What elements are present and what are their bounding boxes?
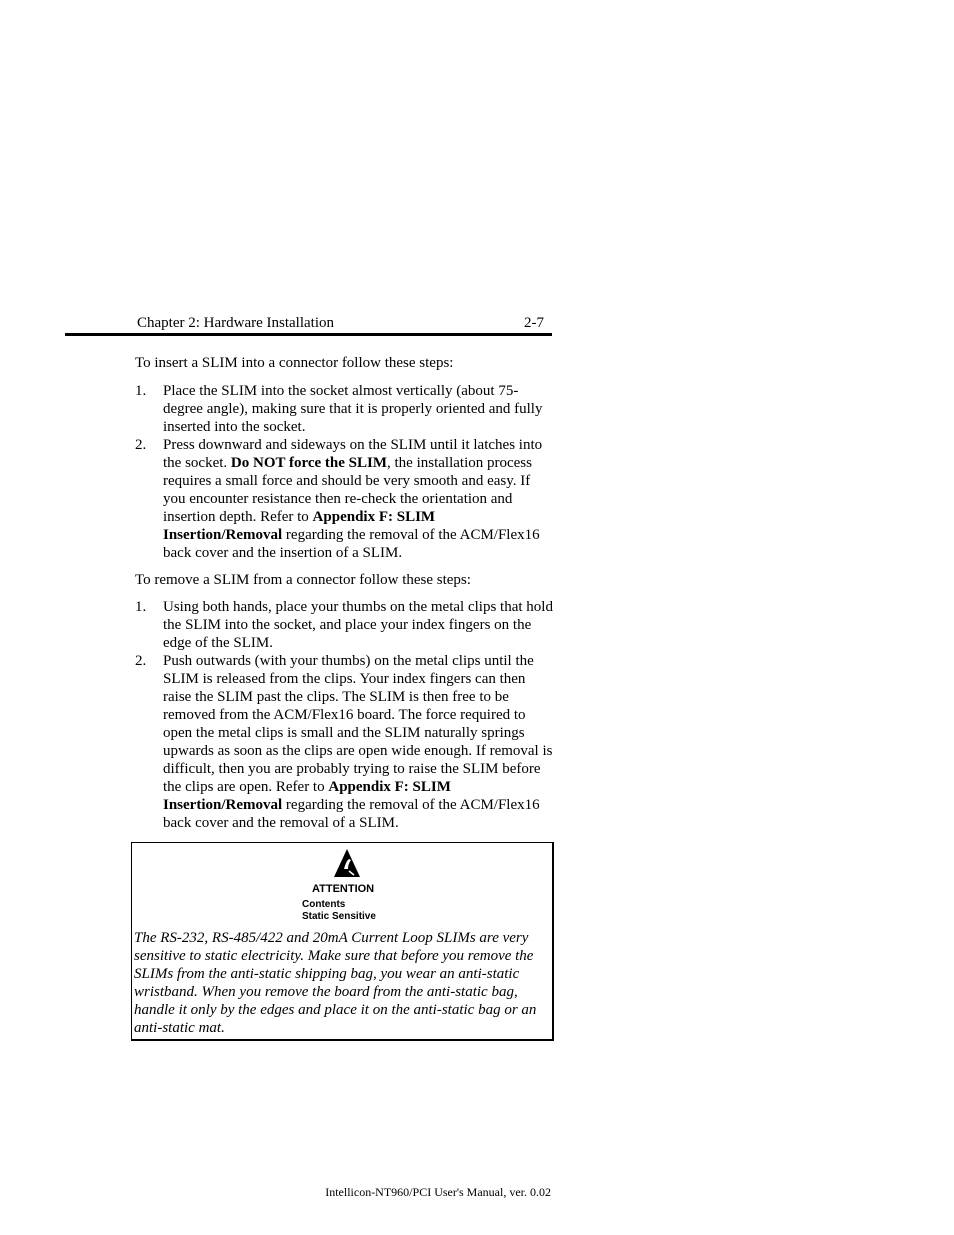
attention-box xyxy=(131,842,554,1041)
header-rule xyxy=(65,333,552,336)
step-number: 2. xyxy=(135,437,147,453)
remove-intro: To remove a SLIM from a connector follow these steps: xyxy=(135,572,471,588)
attention-label: ATTENTION xyxy=(312,883,375,895)
chapter-title: Chapter 2: Hardware Installation xyxy=(137,315,335,331)
emphasis-warning: Do NOT force the SLIM xyxy=(230,455,388,471)
insert-intro: To insert a SLIM into a connector follow these steps: xyxy=(135,355,454,371)
list-item xyxy=(135,598,555,652)
insert-steps-list xyxy=(135,382,555,562)
step-text: Press downward and sideways on the SLIM until it latches into the socket. Do NOT force the SLIM, the installation process requires a small force and should be very smooth and easy. If you encounter resistance then re-check the orientation and insertion depth. Refer to Appendix F: SLIM Insertion/Removal regarding the removal of the ACM/Flex16 back cover and the insertion of a SLIM. xyxy=(163,437,543,561)
step-number: 2. xyxy=(135,653,147,669)
list-item xyxy=(135,382,555,436)
attention-static-sensitive: Static Sensitive xyxy=(302,911,376,922)
page-footer: Intellicon-NT960/PCI User's Manual, ver. 0.02 xyxy=(325,1185,551,1199)
appendix-reference: Appendix F: SLIM Insertion/Removal xyxy=(163,779,451,813)
list-item xyxy=(135,436,555,562)
remove-steps-list xyxy=(135,598,555,832)
step-text: Using both hands, place your thumbs on the metal clips that hold the SLIM into the socket, and place your index fingers on the edge of the SLIM. xyxy=(163,599,553,651)
step-number: 1. xyxy=(135,383,147,399)
step-text: Push outwards (with your thumbs) on the metal clips until the SLIM is released from the clips. Your index fingers can then raise the SLIM past the clips. The SLIM is then free to be removed from the ACM/Flex16 board. The force required to open the metal clips is small and the SLIM naturally springs upwards as soon as the clips are open wide enough. If removal is difficult, then you are probably trying to raise the SLIM before the clips are open. Refer to Appendix F: SLIM Insertion/Removal regarding the removal of the ACM/Flex16 back cover and the removal of a SLIM. xyxy=(163,653,553,831)
esd-warning-label xyxy=(302,847,392,923)
list-item xyxy=(135,652,555,832)
appendix-reference: Appendix F: SLIM Insertion/Removal xyxy=(163,509,436,543)
page-header xyxy=(137,314,544,332)
attention-contents: Contents xyxy=(302,899,346,910)
page-number: 2-7 xyxy=(524,315,544,331)
esd-warning-icon xyxy=(332,847,362,883)
attention-text: The RS-232, RS-485/422 and 20mA Current Loop SLIMs are very sensitive to static electricity. Make sure that before you remove the SLIMs from the anti-static shipping bag, you wear an anti-static wristband. When you remove the board from the anti-static bag, handle it only by the edges and place it on the anti-static bag or an anti-static mat. xyxy=(134,930,537,1036)
step-number: 1. xyxy=(135,599,147,615)
step-text: Place the SLIM into the socket almost vertically (about 75-degree angle), making sure that it is properly oriented and fully inserted into the socket. xyxy=(163,383,543,435)
